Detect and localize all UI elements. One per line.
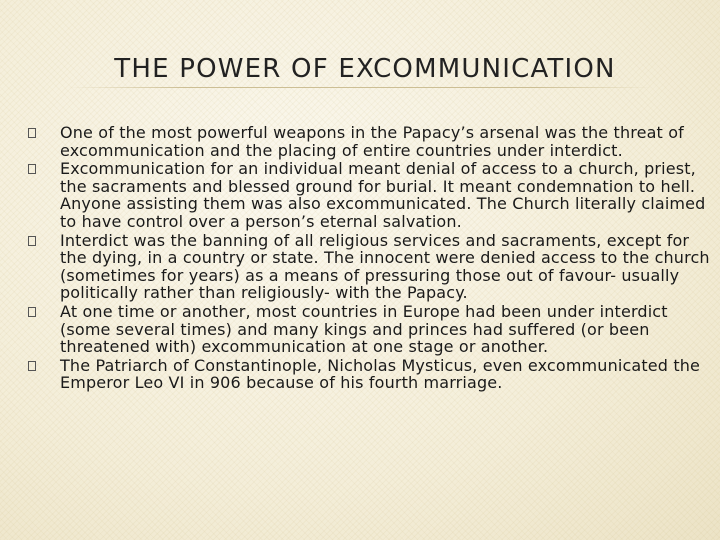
- bullet-list: [28, 124, 718, 393]
- square-bullet-icon: [28, 164, 36, 174]
- bullet-item: [28, 303, 718, 356]
- slide-title: THE POWER OF EXCOMMUNICATION: [114, 54, 616, 84]
- bullet-text: The Patriarch of Constantinople, Nicholas Mysticus, even excommunicated the Emperor Leo VI in 906 because of his fourth marriage.: [60, 355, 701, 393]
- bullet-text: Excommunication for an individual meant denial of access to a church, priest, the sacraments and blessed ground for burial. It meant condemnation to hell. Anyone assisting them was also excommunicated. The Church literally claimed to have control over a person’s eternal salvation.: [60, 159, 706, 231]
- bullet-item: [28, 357, 718, 392]
- bullet-text: Interdict was the banning of all religious services and sacraments, except for the dying, in a country or state. The innocent were denied access to the church (sometimes for years) as a means of pressuring those out of favour- usually politically rather than religiously- with the Papacy.: [60, 230, 710, 303]
- bullet-text: At one time or another, most countries in Europe had been under interdict (some several times) and many kings and princes had suffered (or been threatened with) excommunication at one stage or another.: [60, 301, 668, 357]
- square-bullet-icon: [28, 128, 36, 138]
- bullet-item: [28, 232, 718, 302]
- square-bullet-icon: [28, 236, 36, 246]
- square-bullet-icon: [28, 307, 36, 317]
- bullet-text: One of the most powerful weapons in the Papacy’s arsenal was the threat of excommunication and the placing of entire countries under interdict.: [60, 123, 684, 160]
- bullet-item: [28, 160, 718, 230]
- bullet-item: [28, 124, 718, 159]
- square-bullet-icon: [28, 361, 36, 371]
- title-divider: [68, 87, 652, 88]
